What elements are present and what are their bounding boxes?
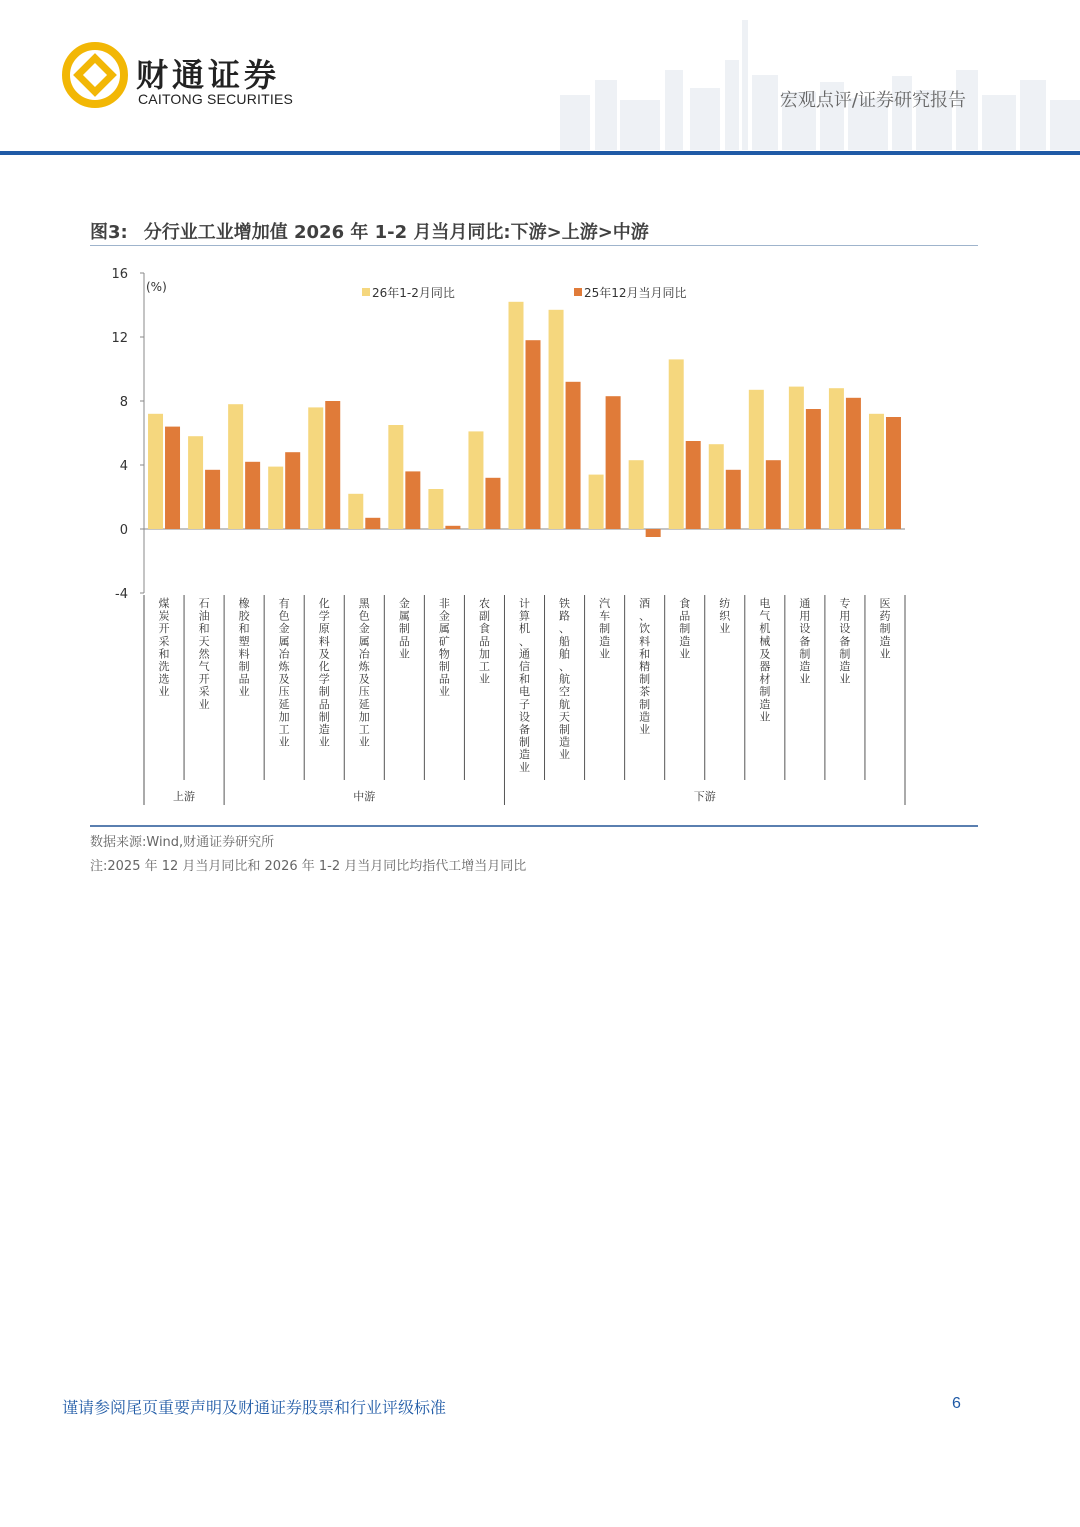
bar	[749, 390, 764, 529]
bar	[228, 404, 243, 529]
bar-chart	[0, 255, 1080, 815]
bar	[709, 444, 724, 529]
x-category-label: 煤炭开采和洗选业	[158, 597, 170, 699]
x-category-label: 计算机、通信和电子设备制造业	[519, 597, 530, 774]
report-type: 宏观点评/证券研究报告	[779, 90, 966, 111]
bar	[686, 441, 701, 529]
x-category-label: 有色金属冶炼及压延加工业	[278, 597, 290, 749]
logo-chinese: 财通证券	[136, 56, 281, 94]
x-category-label: 汽车制造业	[599, 597, 611, 661]
chart-bottom-divider	[90, 825, 978, 827]
x-category-label: 金属制品业	[398, 597, 410, 661]
bar	[606, 396, 621, 529]
legend-swatch	[362, 288, 370, 296]
data-source: 数据来源:Wind,财通证券研究所	[90, 835, 275, 850]
group-label: 下游	[693, 790, 716, 803]
logo-english: CAITONG SECURITIES	[138, 91, 294, 107]
x-category-label: 专用设备制造业	[839, 597, 851, 686]
bar	[766, 460, 781, 529]
bar	[205, 470, 220, 529]
bar	[669, 359, 684, 529]
bar	[566, 382, 581, 529]
legend-label: 25年12月当月同比	[584, 286, 687, 300]
bar	[829, 388, 844, 529]
bar	[869, 414, 884, 529]
page-header	[0, 0, 1080, 156]
bar	[388, 425, 403, 529]
bar	[509, 302, 524, 529]
figure-title	[90, 218, 649, 244]
bar	[405, 471, 420, 529]
caitong-logo-icon	[62, 42, 128, 108]
group-label: 上游	[173, 790, 196, 803]
bar	[726, 470, 741, 529]
bar	[285, 452, 300, 529]
chart-container	[0, 255, 1080, 819]
y-tick-label: 8	[119, 395, 128, 410]
bar	[348, 494, 363, 529]
bar	[789, 387, 804, 529]
footer-disclaimer[interactable]: 谨请参阅尾页重要声明及财通证券股票和行业评级标准	[62, 1398, 447, 1417]
bar	[549, 310, 564, 529]
bar	[846, 398, 861, 529]
y-tick-label: 16	[111, 267, 128, 282]
bar	[308, 407, 323, 529]
x-category-label: 非金属矿物制品业	[438, 597, 450, 699]
y-tick-label: -4	[115, 587, 128, 602]
bar	[445, 526, 460, 529]
x-category-label: 电气机械及器材制造业	[759, 597, 771, 724]
bar	[188, 436, 203, 529]
x-category-label: 石油和天然气开采业	[198, 597, 210, 711]
bar	[245, 462, 260, 529]
x-category-label: 医药制造业	[879, 597, 891, 661]
bar	[268, 467, 283, 529]
x-category-label: 酒、饮料和精制茶制造业	[639, 597, 651, 736]
x-category-label: 黑色金属冶炼及压延加工业	[358, 597, 370, 749]
bar	[148, 414, 163, 529]
bar	[485, 478, 500, 529]
bar	[589, 475, 604, 529]
x-category-label: 化学原料及化学制品制造业	[318, 597, 330, 749]
bar	[365, 518, 380, 529]
y-tick-label: 0	[119, 523, 128, 538]
bar	[526, 340, 541, 529]
bar	[629, 460, 644, 529]
figure-note: 注:2025 年 12 月当月同比和 2026 年 1-2 月当月同比均指代工增当月同比	[90, 859, 527, 874]
x-category-label: 纺织业	[719, 597, 731, 636]
title-divider	[90, 245, 978, 246]
x-category-label: 铁路、船舶、航空航天制造业	[559, 597, 571, 762]
figure-number: 图3:	[90, 222, 128, 243]
group-label: 中游	[353, 790, 376, 803]
page-number: 6	[952, 1395, 961, 1412]
bar	[165, 427, 180, 529]
x-category-label: 橡胶和塑料制品业	[238, 597, 250, 699]
bar	[886, 417, 901, 529]
figure-title-text: 分行业工业增加值 2026 年 1-2 月当月同比:下游>上游>中游	[143, 222, 649, 243]
bar	[806, 409, 821, 529]
x-category-label: 通用设备制造业	[799, 597, 811, 686]
y-unit-label: (%)	[146, 280, 167, 294]
header-divider	[0, 151, 1080, 155]
legend-label: 26年1-2月同比	[372, 286, 455, 300]
x-category-label: 农副食品加工业	[478, 597, 490, 686]
bar	[325, 401, 340, 529]
bar	[646, 529, 661, 537]
y-tick-label: 4	[119, 459, 128, 474]
y-tick-label: 12	[111, 331, 128, 346]
legend-swatch	[574, 288, 582, 296]
bar	[428, 489, 443, 529]
x-category-label: 食品制造业	[679, 597, 691, 661]
bar	[468, 431, 483, 529]
